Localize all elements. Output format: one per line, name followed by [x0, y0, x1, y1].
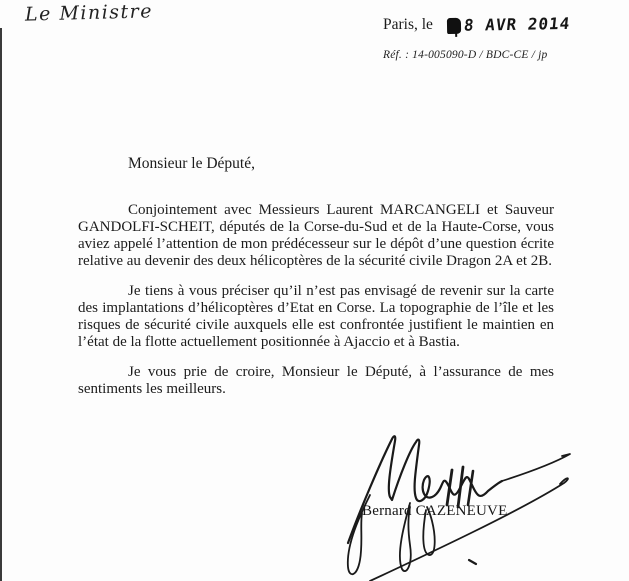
dateline-place: Paris, le: [383, 15, 433, 33]
salutation: Monsieur le Député,: [128, 155, 255, 172]
paragraph-1: Conjointement avec Messieurs Laurent MARCANGELI et Sauveur GANDOLFI-SCHEIT, députés de la Corse-du-Sud et de la Haute-Corse, vous aviez appelé l’attention de mon prédécesseur sur le dépôt d’une question écrite relative au devenir des deux hélicoptères de la sécurité civile Dragon 2A et 2B.: [78, 202, 554, 269]
letter-body: [78, 155, 554, 411]
signatory-name: Bernard CAZENEUVE: [362, 503, 508, 519]
sender-title: Le Ministre: [24, 0, 154, 26]
dateline: [383, 15, 570, 34]
stamp-smudge-icon: [447, 17, 461, 33]
page-left-border: [0, 28, 2, 581]
date-stamp-text: 8 AVR 2014: [462, 13, 572, 35]
paragraph-2: Je tiens à vous préciser qu’il n’est pas envisagé de revenir sur la carte des implantations d’hélicoptères d’Etat en Corse. La topographie de l’île et les risques de sécurité civile auxquels elle est confrontée justifient le maintien en l’état de la flotte actuellement positionnée à Ajaccio et à Bastia.: [78, 283, 554, 350]
paragraph-3: Je vous prie de croire, Monsieur le Député, à l’assurance de mes sentiments les meilleurs.: [78, 364, 554, 397]
reference-line: Réf. : 14-005090-D / BDC-CE / jp: [383, 49, 548, 61]
date-stamp: [447, 14, 571, 35]
